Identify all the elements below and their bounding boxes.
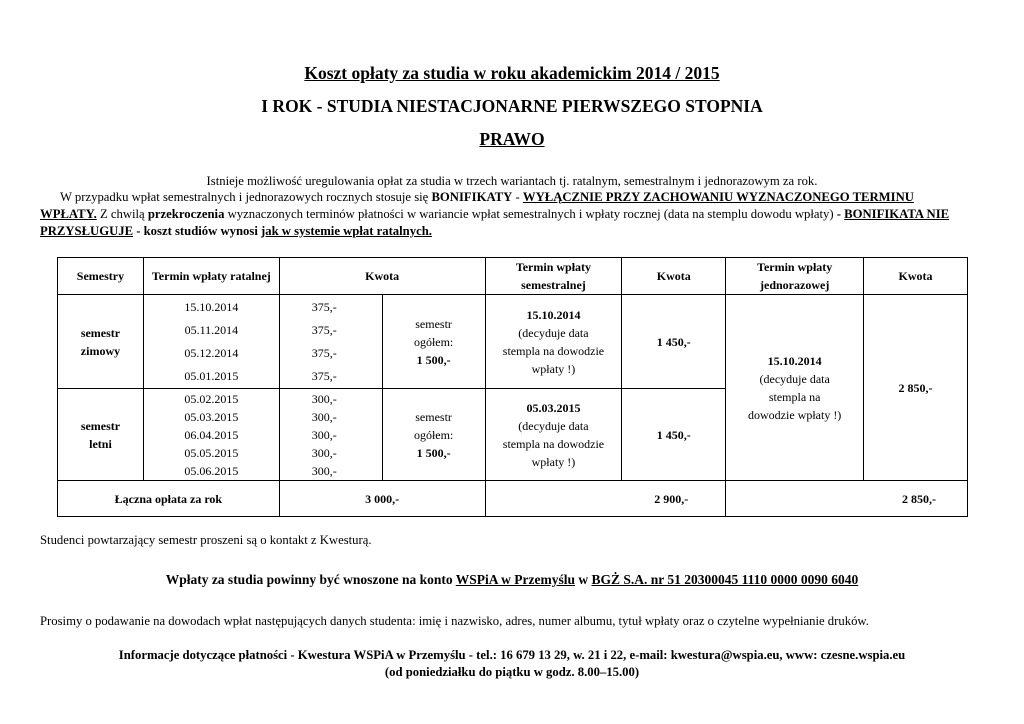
table-header-row — [58, 258, 968, 295]
one-time-amount: 2 850,- — [864, 295, 968, 481]
total-one-time: 2 850,- — [726, 481, 968, 517]
intro-text: W przypadku wpłat semestralnych i jednorazowych rocznych stosuje się — [60, 190, 432, 204]
intro-dash-2: - — [836, 207, 845, 221]
winter-installment-amounts: 375,- 375,- 375,- 375,- — [279, 295, 382, 389]
summer-semester-total: semestr ogółem: 1 500,- — [382, 389, 485, 481]
table-row-zimowy — [58, 295, 968, 389]
winter-semester-total: semestr ogółem: 1 500,- — [382, 295, 485, 389]
intro-exceed: przekroczenia — [147, 207, 225, 221]
one-time-deadline: 15.10.2014 (decyduje data stempla na dowodzie wpłaty !) — [726, 295, 864, 481]
intro-text-2: Z chwilą — [96, 207, 148, 221]
total-label: Łączna opłata za rok — [58, 481, 280, 517]
total-semester: 2 900,- — [485, 481, 726, 517]
summer-semester-amount: 1 450,- — [622, 389, 726, 481]
intro-dash: - — [512, 190, 523, 204]
header-kwota-jednorazowa: Kwota — [864, 258, 968, 295]
bank-account-number: BGŻ S.A. nr 51 20300045 1110 0000 0090 6040 — [591, 572, 859, 587]
intro-line: Istnieje możliwość uregulowania opłat za studia w trzech wariantach tj. ratalnym, semestralnym i jednorazowym za rok. — [206, 174, 818, 188]
winter-semester-amount: 1 450,- — [622, 295, 726, 389]
header-termin-semestralnej: Termin wpłaty semestralnej — [485, 258, 622, 295]
summer-installment-amounts: 300,- 300,- 300,- 300,- 300,- — [279, 389, 382, 481]
summer-installment-dates: 05.02.2015 05.03.2015 06.04.2015 05.05.2015 05.06.2015 — [143, 389, 279, 481]
total-installment: 3 000,- — [279, 481, 485, 517]
intro-paragraph — [40, 189, 970, 240]
winter-semester-deadline: 15.10.2014 (decyduje data stempla na dowodzie wpłaty !) — [485, 295, 622, 389]
fees-table — [57, 257, 968, 517]
study-type-heading: I ROK - STUDIA NIESTACJONARNE PIERWSZEGO STOPNIA — [261, 96, 763, 116]
field-of-study-text: PRAWO — [479, 129, 545, 149]
intro-deadline-warning: WYŁĄCZNIE PRZY ZACHOWANIU WYZNACZONEGO TERMINU WPŁATY. — [40, 190, 914, 221]
table-total-row — [58, 481, 968, 517]
payment-data-note: Prosimy o podawanie na dowodach wpłat następujących danych studenta: imię i nazwisko, adres, numer albumu, tytuł wpłaty oraz o czytelne wypełnianie druków. — [40, 614, 869, 628]
field-of-study-heading — [0, 129, 1024, 150]
contact-info: Informacje dotyczące płatności - Kwestura WSPiA w Przemyślu - tel.: 16 679 13 29, w. 21 i 22, e-mail: kwestura@wspia.eu, www: czesne.wspia.eu — [118, 648, 906, 662]
semester-summer-label: semestr letni — [58, 389, 144, 481]
header-kwota-ratalna: Kwota — [279, 258, 485, 295]
intro-no-bonus: BONIFIKATA NIE PRZYSŁUGUJE — [40, 207, 950, 238]
bank-account-line — [0, 572, 1024, 588]
header-termin-jednorazowej: Termin wpłaty jednorazowej — [726, 258, 864, 295]
intro-installment-text: jak w systemie wpłat ratalnych. — [261, 224, 432, 238]
semester-winter-label: semestr zimowy — [58, 295, 144, 389]
repeat-semester-note: Studenci powtarzający semestr proszeni są o kontakt z Kwesturą. — [40, 533, 372, 547]
school-name: WSPiA w Przemyślu — [455, 572, 576, 587]
summer-semester-deadline: 05.03.2015 (decyduje data stempla na dowodzie wpłaty !) — [485, 389, 622, 481]
intro-cost-text: - koszt studiów wynosi — [133, 224, 262, 238]
winter-installment-dates: 15.10.2014 05.11.2014 05.12.2014 05.01.2015 — [143, 295, 279, 389]
header-kwota-semestralna: Kwota — [622, 258, 726, 295]
bank-text: Wpłaty za studia powinny być wnoszone na konto — [165, 572, 456, 587]
intro-bonus: BONIFIKATY — [431, 190, 513, 204]
office-hours: (od poniedziałku do piątku w godz. 8.00–15.00) — [384, 665, 640, 679]
header-semestry: Semestry — [58, 258, 144, 295]
document-title: Koszt opłaty za studia w roku akademickim 2014 / 2015 — [304, 63, 720, 83]
intro-text-3: wyznaczonych terminów płatności w wariancie wpłat semestralnych i wpłaty rocznej (data na stemplu dowodu wpłaty) — [224, 207, 837, 221]
header-termin-ratalnej: Termin wpłaty ratalnej — [143, 258, 279, 295]
bank-text-2: w — [575, 572, 592, 587]
